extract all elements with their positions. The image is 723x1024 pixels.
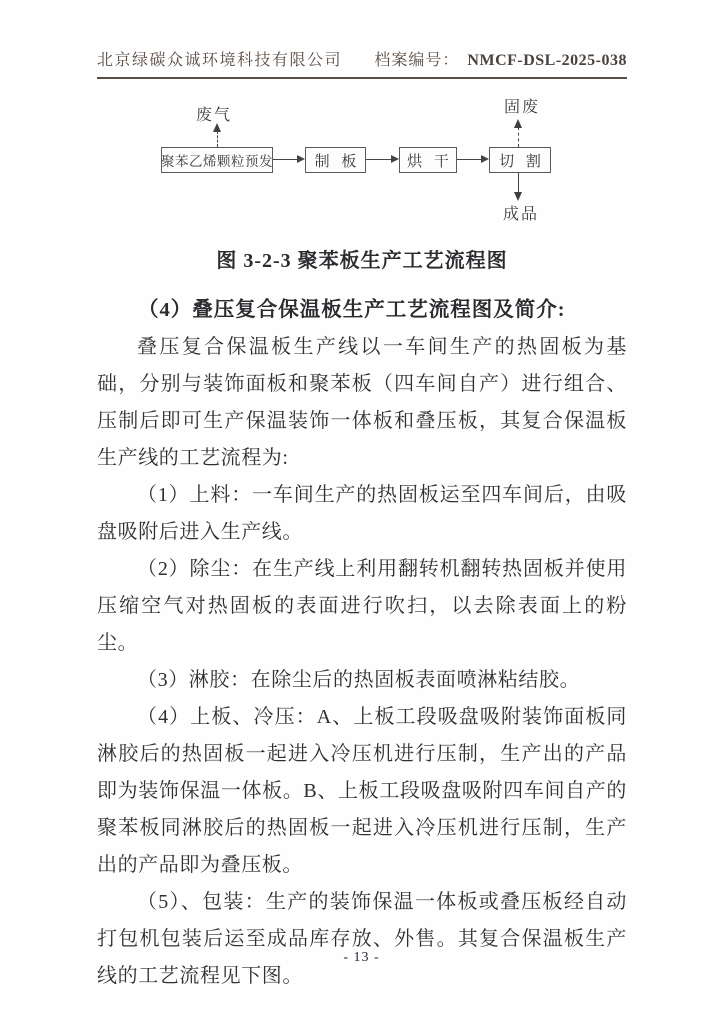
flow-node-drying: 烘 干	[399, 147, 457, 173]
page-number: - 13 -	[343, 950, 380, 965]
paragraph-intro: 叠压复合保温板生产线以一车间生产的热固板为基础，分别与装饰面板和聚苯板（四车间自产）进行组合、压制后即可生产保温装饰一体板和叠压板，其复合保温板生产线的工艺流程为:	[97, 336, 627, 469]
paragraph-step3: （3）淋胶：在除尘后的热固板表面喷淋粘结胶。	[137, 669, 581, 691]
solid-waste-label: 固废	[504, 99, 541, 116]
company-name: 北京绿碳众诚环境科技有限公司	[97, 52, 343, 69]
figure-caption: 图 3-2-3 聚苯板生产工艺流程图	[216, 250, 508, 272]
process-flowchart	[97, 79, 627, 244]
dashed-line	[217, 131, 218, 147]
file-number-value: NMCF-DSL-2025-038	[467, 52, 627, 69]
flow-node-cutting: 切 割	[489, 147, 551, 173]
waste-gas-label: 废气	[196, 107, 233, 124]
product-label: 成品	[503, 206, 540, 223]
file-number-label: 档案编号：	[374, 52, 460, 69]
paragraph-step2: （2）除尘：在生产线上利用翻转机翻转热固板并使用压缩空气对热固板的表面进行吹扫，以去除表面上的粉尘。	[97, 558, 627, 654]
arrow-right-icon	[366, 159, 397, 160]
arrow-down-icon	[514, 192, 522, 201]
body-text	[97, 329, 627, 995]
section-heading: （4）叠压复合保温板生产工艺流程图及简介:	[138, 299, 566, 321]
paragraph-step5: （5）、包装：生产的装饰保温一体板或叠压板经自动打包机包装后运至成品库存放、外售。其复合保温板生产线的工艺流程见下图。	[97, 891, 627, 987]
flow-node-prefoaming: 聚苯乙烯颗粒预发	[161, 147, 273, 173]
page-header	[97, 47, 627, 79]
paragraph-step4: （4）上板、冷压：A、上板工段吸盘吸附装饰面板同淋胶后的热固板一起进入冷压机进行压制，生产出的产品即为装饰保温一体板。B、上板工段吸盘吸附四车间自产的聚苯板同淋胶后的热固板一起进入冷压机进行压制，生产出的产品即为叠压板。	[97, 706, 627, 876]
paragraph-step1: （1）上料：一车间生产的热固板运至四车间后，由吸盘吸附后进入生产线。	[97, 484, 627, 543]
arrow-right-icon	[457, 159, 487, 160]
flow-node-board-making: 制 板	[305, 147, 366, 173]
arrow-right-icon	[273, 159, 303, 160]
dashed-line	[518, 127, 519, 147]
file-number	[374, 47, 627, 70]
content-column	[97, 0, 627, 1024]
